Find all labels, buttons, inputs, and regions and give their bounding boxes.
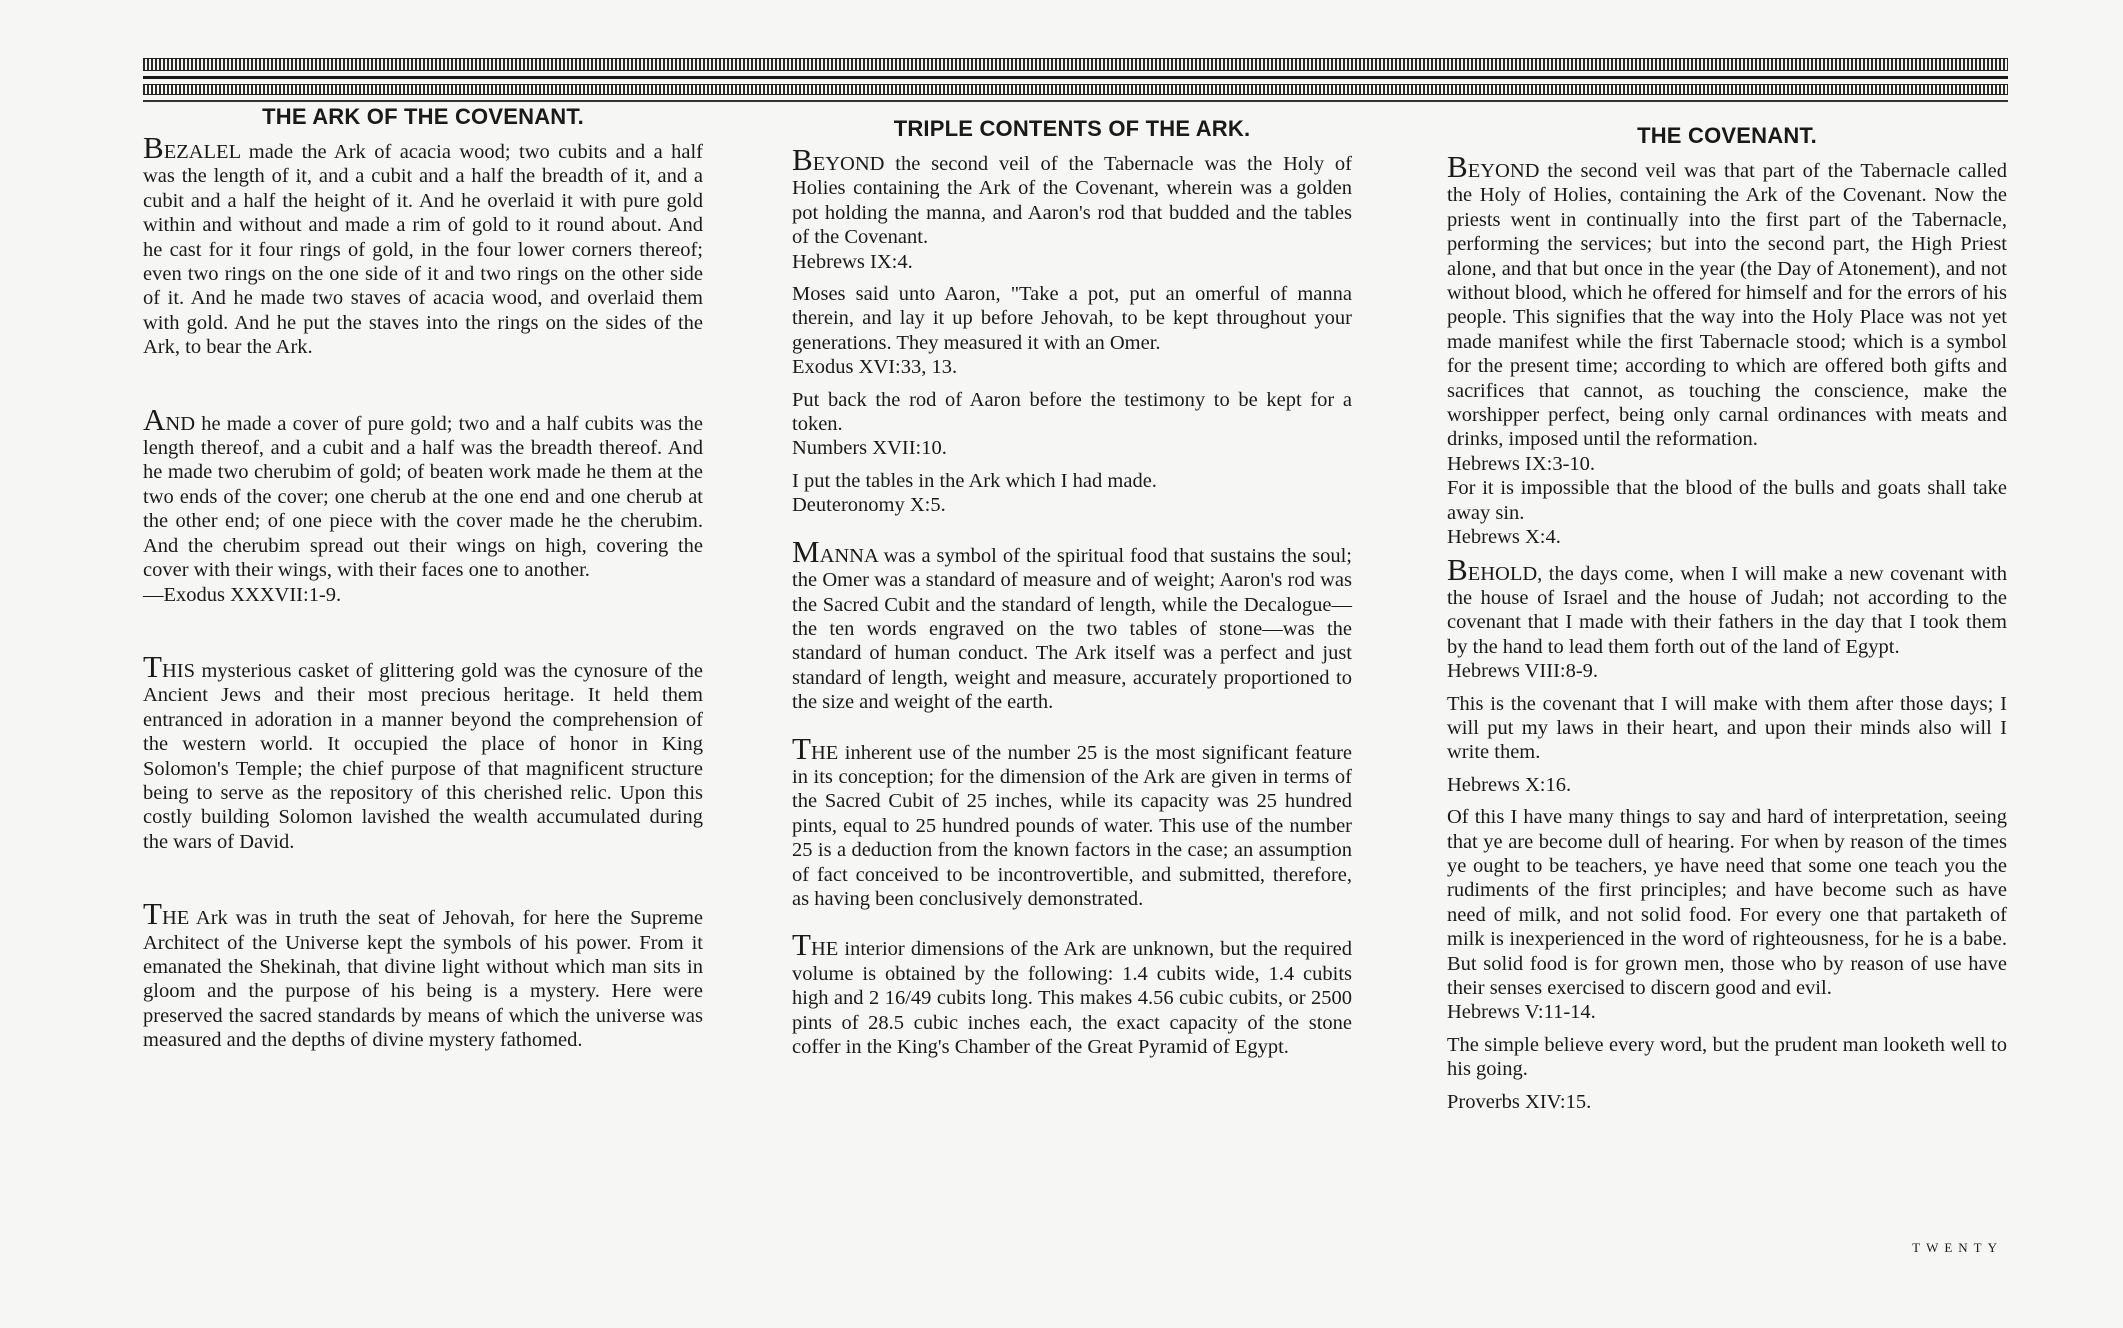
scripture-reference: Hebrews X:4. bbox=[1447, 526, 1561, 549]
paragraph: BEHOLD, the days come, when I will make a new covenant with the house of Israel and the house of Judah; not according to the covenant that I made with their fathers in the day that I took them by the hand to lead them forth out of the land of Egypt. bbox=[1447, 551, 2007, 658]
scripture-reference: —Exodus XXXVII:1-9. bbox=[143, 583, 342, 606]
section-title: THE ARK OF THE COVENANT. bbox=[262, 104, 584, 129]
paragraph: MANNA was a symbol of the spiritual food that sustains the soul; the Omer was a standard of measure and of weight; Aaron's rod was the Sacred Cubit and the standard of length, while the Decalogue—the ten words engraved on the two tables of stone—was the standard of human conduct. The Ark itself was a perfect and just standard of length, weight and measure, accurately proportioned to the size and weight of the earth. bbox=[792, 533, 1352, 714]
scripture-reference: Hebrews IX:4. bbox=[792, 250, 913, 273]
paragraph: BEYOND the second veil of the Tabernacle was the Holy of Holies containing the Ark of the Covenant, wherein was a golden pot holding the manna, and Aaron's rod that budded and the tables of the Covenant. bbox=[792, 142, 1352, 249]
paragraph: Of this I have many things to say and hard of interpretation, seeing that ye are become dull of hearing. For when by reason of the times ye ought to be teachers, ye have need that some one teach you the rudiments of the first principles; and have become such as have need of milk, and not solid food. For every one that partaketh of milk is inexperienced in the word of righteousness, for he is a babe. But solid food is for grown men, those who by reason of use have their senses exercised to discern good and evil. bbox=[1447, 806, 2007, 999]
column-triple-contents bbox=[792, 116, 1352, 1059]
scripture-reference: Deuteronomy X:5. bbox=[792, 494, 946, 517]
paragraph: BEZALEL made the Ark of acacia wood; two cubits and a half was the length of it, and a cubit and a half the breadth of it, and a cubit and a half the height of it. And he overlaid it with pure gold within and without and made a rim of gold to it round about. And he cast for it four rings of gold, in the four lower corners thereof; even two rings on the one side of it and two rings on the other side of it. And he made two staves of acacia wood, and overlaid them with gold. And he put the staves into the rings on the sides of the Ark, to bear the Ark. bbox=[143, 130, 703, 359]
column-ark-of-covenant bbox=[143, 104, 703, 1053]
paragraph: THE inherent use of the number 25 is the most significant feature in its conception; for the dimension of the Ark are given in terms of the Sacred Cubit of 25 inches, while its capacity was 25 hundred pints, equal to 25 hundred pounds of water. This use of the number 25 is a deduction from the known factors in the case; an assumption of fact conceived to be incontrovertible, and submitted, therefore, as having been conclusively demonstrated. bbox=[792, 730, 1352, 910]
paragraph: THE interior dimensions of the Ark are unknown, but the required volume is obtained by the following: 1.4 cubits wide, 1.4 cubits high and 2 16/49 cubits long. This makes 4.56 cubic cubits, or 2500 pints of 28.5 cubic inches each, the exact capacity of the stone coffer in the King's Chamber of the Great Pyramid of Egypt. bbox=[792, 927, 1352, 1058]
paragraph: This is the covenant that I will make with them after those days; I will put my laws in their heart, and upon their minds also will I write them. bbox=[1447, 692, 2007, 764]
paragraph: Put back the rod of Aaron before the testimony to be kept for a token. bbox=[792, 388, 1352, 436]
scripture-reference: Hebrews X:16. bbox=[1447, 773, 1572, 796]
paragraph: The simple believe every word, but the prudent man looketh well to his going. bbox=[1447, 1033, 2007, 1081]
top-border-line-lower bbox=[143, 100, 2008, 102]
top-border-ornament-lower bbox=[143, 84, 2008, 95]
top-border-ornament bbox=[143, 58, 2008, 71]
top-border-line bbox=[143, 76, 2008, 79]
paragraph: THIS mysterious casket of glittering gold was the cynosure of the Ancient Jews and their most precious heritage. It held them entranced in adoration in a manner beyond the comprehension of the western world. It occupied the place of honor in King Solomon's Temple; the chief purpose of that magnificent structure being to serve as the repository of this cherished relic. Upon this costly building Solomon lavished the wealth accumulated during the wars of David. bbox=[143, 648, 703, 853]
paragraph: BEYOND the second veil was that part of the Tabernacle called the Holy of Holies, containing the Ark of the Covenant. Now the priests went in continually into the first part of the Tabernacle, performing the services; but into the second part, the High Priest alone, and that but once in the year (the Day of Atonement), and not without blood, which he offered for himself and for the errors of his people. This signifies that the way into the Holy Place was not yet made manifest while the first Tabernacle stood; which is a symbol for the present time; according to which are offered both gifts and sacrifices that cannot, as touching the conscience, make the worshipper perfect, being only carnal ordinances with meats and drinks, imposed until the reformation. bbox=[1447, 149, 2007, 451]
paragraph: For it is impossible that the blood of the bulls and goats shall take away sin. bbox=[1447, 477, 2007, 524]
scripture-reference: Numbers XVII:10. bbox=[792, 437, 947, 460]
section-title: THE COVENANT. bbox=[1637, 123, 1817, 148]
scripture-reference: Proverbs XIV:15. bbox=[1447, 1090, 1592, 1113]
section-title: TRIPLE CONTENTS OF THE ARK. bbox=[893, 116, 1251, 141]
scripture-reference: Hebrews IX:3-10. bbox=[1447, 452, 1596, 475]
scripture-reference: Hebrews V:11-14. bbox=[1447, 1001, 1596, 1024]
page-number: TWENTY bbox=[1912, 1240, 2003, 1255]
paragraph: THE Ark was in truth the seat of Jehovah, for here the Supreme Architect of the Universe kept the symbols of his power. From it emanated the Shekinah, that divine light without which man sits in gloom and the purpose of his being is a mystery. Here were preserved the sacred standards by means of which the universe was measured and the depths of divine mystery fathomed. bbox=[143, 896, 703, 1052]
paragraph: AND he made a cover of pure gold; two and a half cubits was the length thereof, and a cubit and a half was the breadth thereof. And he made two cherubim of gold; of beaten work made he them at the two ends of the cover; one cherub at the one end and one cherub at the other end; of one piece with the cover made he the cherubim. And the cherubim spread out their wings on high, covering the cover with their wings, with their faces one to another. bbox=[143, 401, 703, 582]
paragraph: Moses said unto Aaron, "Take a pot, put an omerful of manna therein, and lay it up before Jehovah, to be kept throughout your generations. They measured it with an Omer. bbox=[792, 283, 1352, 354]
paragraph: I put the tables in the Ark which I had made. bbox=[792, 469, 1157, 492]
column-the-covenant bbox=[1447, 123, 2007, 1114]
scripture-reference: Hebrews VIII:8-9. bbox=[1447, 660, 1599, 683]
scripture-reference: Exodus XVI:33, 13. bbox=[792, 356, 958, 379]
